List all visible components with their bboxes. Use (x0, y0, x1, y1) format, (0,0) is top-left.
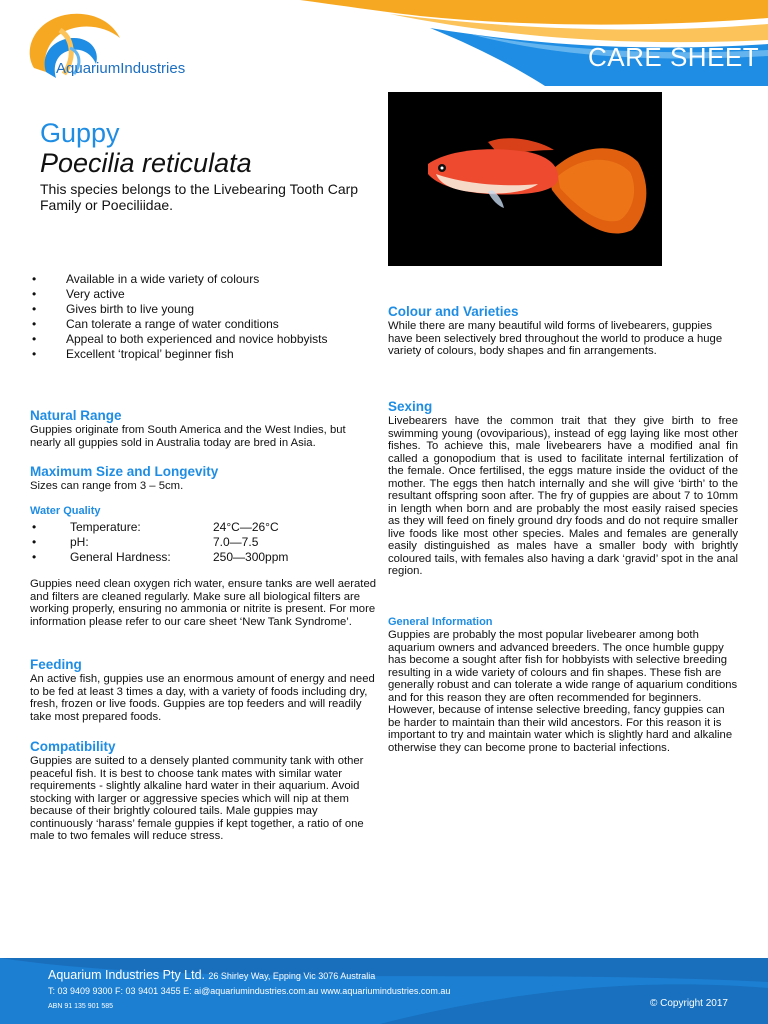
section-heading: Natural Range (30, 408, 122, 423)
list-item: • Very active (30, 287, 370, 302)
section-text: While there are many beautiful wild forms of livebearers, guppies have been selectively bred throughout the world to produce a huge variety of colours, body shapes and fin arrangements. (388, 320, 723, 357)
company-address: 26 Shirley Way, Epping Vic 3076 Australia (208, 971, 376, 981)
feature-list (30, 272, 370, 362)
water-quality-table (30, 520, 378, 565)
list-item: • Gives birth to live young (30, 302, 370, 317)
table-row: • pH: 7.0—7.5 (32, 535, 259, 549)
list-item: • Can tolerate a range of water conditions (30, 317, 370, 332)
compatibility-section (30, 739, 378, 843)
logo-icon (16, 8, 128, 92)
section-heading: Feeding (30, 657, 82, 672)
list-item: • Appeal to both experienced and novice hobbyists (30, 332, 370, 347)
table-row: • General Hardness: 250—300ppm (32, 550, 289, 564)
colour-varieties-section (388, 304, 738, 358)
water-param-value: 7.0—7.5 (213, 535, 259, 549)
guppy-photo-icon (388, 92, 662, 266)
water-param-value: 24°C—26°C (213, 520, 279, 534)
section-heading: Maximum Size and Longevity (30, 464, 219, 479)
water-param-label: Temperature: (70, 520, 141, 534)
water-quality-text: Guppies need clean oxygen rich water, ensure tanks are well aerated and filters are cleaned regularly. Make sure all biological filters are working properly, ensuring no ammonia or nitrite is present. For more information please refer to our care sheet ‘New Tank Syndrome’. (30, 578, 377, 628)
latin-name-title: Poecilia reticulata (40, 148, 252, 178)
section-text: An active fish, guppies use an enormous amount of energy and need to be fed at least 3 times a day, with a variety of foods including dry, fresh, frozen or live foods. Guppies are top feeders and will readily take most prepared foods. (30, 673, 375, 723)
list-item: • Excellent ‘tropical’ beginner fish (30, 347, 370, 362)
footer-copyright: © Copyright 2017 (650, 998, 728, 1009)
section-text: Guppies are probably the most popular livebearer among both aquarium owners and advanced breeders. The once humble guppy has become a sought after fish for hobbyists with selective breeding resulting in a wide variety of colours and fin shapes. These fish are generally robust and can tolerate a wide range of aquarium conditions and for this reason they are often recommended for beginners. However, because of intense selective breeding, fancy guppies can be harder to maintain than their wild ancestors. For this reason it is important to try and maintain water which is slightly hard and alkaline otherwise they can become prone to bacterial infections. (388, 629, 738, 754)
general-info-section (388, 615, 738, 754)
water-quality-section (30, 504, 378, 565)
list-item: • Available in a wide variety of colours (30, 272, 370, 287)
sexing-section (388, 399, 738, 578)
section-text: Guppies originate from South America and the West Indies, but nearly all guppies sold in Australia today are bred in Asia. (30, 424, 346, 449)
logo-text: AquariumIndustries (56, 60, 186, 77)
section-heading: General Information (388, 616, 493, 628)
intro-text: This species belongs to the Livebearing Tooth Carp Family or Poeciliidae. (40, 181, 359, 213)
water-param-value: 250—300ppm (213, 550, 289, 564)
section-heading: Water Quality (30, 505, 101, 517)
section-heading: Compatibility (30, 739, 116, 754)
company-name: Aquarium Industries Pty Ltd. (48, 968, 206, 982)
section-text: Sizes can range from 3 – 5cm. (30, 480, 184, 492)
feeding-section (30, 657, 378, 723)
common-name-title: Guppy (40, 118, 120, 148)
footer-company-line (48, 968, 375, 982)
footer-abn: ABN 91 135 901 585 (48, 1003, 113, 1010)
section-heading: Sexing (388, 399, 433, 414)
water-param-label: pH: (70, 535, 89, 549)
guppy-photo (388, 92, 662, 266)
section-text: Guppies are suited to a densely planted community tank with other peaceful fish. It is best to choose tank mates with similar water requirements - slightly alkaline hard water in their aquarium. Avoid stocking with larger or aggressive species which will nip at them because of their brightly coloured tails. Male guppies may continuously ‘harass’ female guppies if kept together, a ratio of one male to two females will reduce stress. (30, 755, 364, 842)
section-heading: Colour and Varieties (388, 304, 519, 319)
section-text: Livebearers have the common trait that they give birth to free swimming young (ovoviparious), instead of egg laying like most other fishes. To achieve this, male livebearers have a modified anal fin called a gonopodium that is used to facilitate internal fertilization of the female. Once fertilised, the eggs mature inside the oviduct of the mother. The eggs then hatch internally and she will give ‘birth’ to the resultant offspring soon after. The fry of guppies are about 7 to 10mm in length when born and are probably the most easily raised species as they will feed on finely ground dry foods and do not require smaller live foods like most other species. Males and females are generally easily distinguished as males have a smaller body with brightly coloured tails, with females also having a dark ‘gravid’ spot in the anal region. (388, 415, 738, 577)
water-param-label: General Hardness: (70, 550, 171, 564)
natural-range-section (30, 408, 378, 449)
table-row: • Temperature: 24°C—26°C (32, 520, 279, 534)
max-size-section (30, 464, 378, 493)
footer-contact: T: 03 9409 9300 F: 03 9401 3455 E: ai@aquariumindustries.com.au www.aquariumindustries.com.au (48, 986, 451, 996)
care-sheet-banner: CARE SHEET (588, 42, 760, 72)
